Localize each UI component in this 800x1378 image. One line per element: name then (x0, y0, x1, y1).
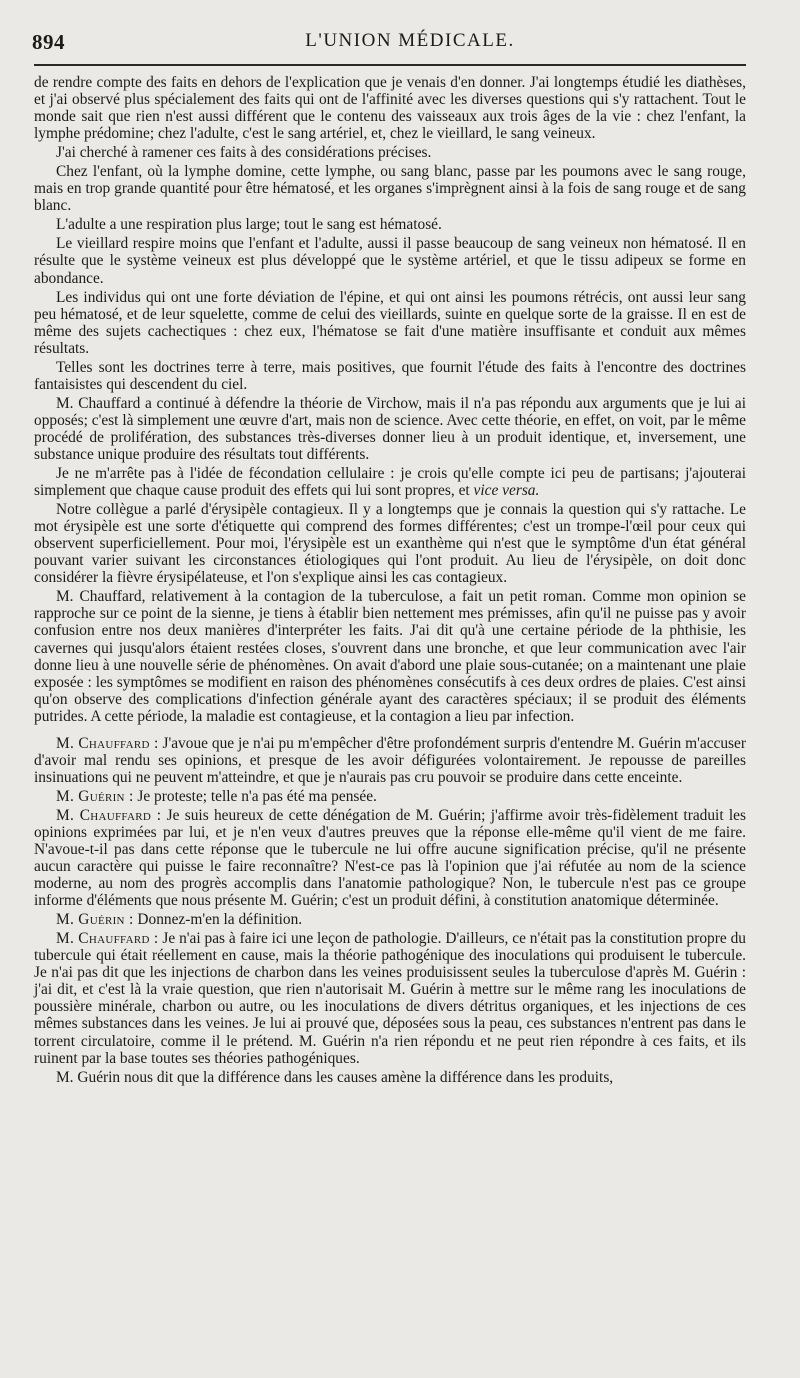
paragraph (34, 911, 746, 928)
paragraph-text: Les individus qui ont une forte déviation de l'épine, et qui ont ainsi les poumons rétrécis, ont aussi leur sang peu hématosé, et de leur squelette, comme de celui des vieillards, suinte en quelque sorte de la graisse. Il en est de même des sujets cachectiques : chez eux, l'hématose se fait d'une matière insuffisante et conduit aux mêmes résultats. (34, 288, 746, 357)
paragraph-text: Je suis heureux de cette dénégation de M. Guérin; j'affirme avoir très-fidèlement traduit les opinions exprimées par lui, et je n'en veux d'autres preuves que la réponse elle-même qu'il vient de me faire. N'avoue-t-il pas dans cette réponse que le tubercule ne lui offre aucune signification précise, qu'il ne présente aucun caractère qui puisse le faire reconnaître? N'est-ce pas là l'opinion que j'ai réfutée au nom de la science moderne, au nom des progrès accomplis dans l'anatomie pathologique? Non, le tubercule n'est pas ce groupe informe d'éléments que nous présente M. Guérin; c'est un produit défini, à constitution anatomique déterminée. (34, 806, 746, 910)
paragraph (34, 465, 746, 499)
paragraph-text: Notre collègue a parlé d'érysipèle contagieux. Il y a longtemps que je connais la question qui s'y rattache. Le mot érysipèle est une sorte d'étiquette qui comprend des formes différentes; c'est un trompe-l'œil pour ceux qui observent superficiellement. Pour moi, l'érysipèle est un exanthème qui n'est que le symptôme d'un état général pouvant varier suivant les circonstances étiologiques qui l'ont produit. Au lieu de l'érysipèle, on doit donc considérer la fièvre érysipélateuse, et l'on s'explique ainsi les cas contagieux. (34, 501, 746, 587)
paragraph-text: Chez l'enfant, où la lymphe domine, cette lymphe, ou sang blanc, passe par les poumons avec le sang rouge, mais en trop grande quantité pour être hématosé, et les organes s'imprègnent ainsi à la fois de sang rouge et de sang blanc. (34, 163, 746, 215)
paragraph-text: de rendre compte des faits en dehors de l'explication que je venais d'en donner. J'ai longtemps étudié les diathèses, et j'ai observé plus spécialement des faits qui ont de l'affinité avec les diverses questions qui s'y rattachent. Tout le monde sait que rien n'est aussi différent que le contenu des vaisseaux aux trois âges de la vie : chez l'enfant, la lymphe prédomine; chez l'adulte, c'est le sang artériel, et, chez le vieillard, le sang veineux. (34, 74, 746, 143)
body-text (34, 74, 746, 1088)
paragraph (34, 289, 746, 357)
running-title: L'UNION MÉDICALE. (305, 30, 515, 51)
speaker-name: M. Guérin : (56, 787, 134, 805)
paragraph (34, 235, 746, 286)
paragraph (34, 74, 746, 142)
paragraph-text: J'avoue que je n'ai pu m'empêcher d'être profondément surpris d'entendre M. Guérin m'accuser d'avoir mal rendu ses opinions, et presque de les avoir défigurées volontairement. Je repousse de pareilles insinuations qui ne peuvent m'atteindre, et que je n'aurais pas cru pouvoir se produire dans cette enceinte. (34, 734, 746, 786)
paragraph-text: J'ai cherché à ramener ces faits à des considérations précises. (56, 144, 432, 162)
paragraph-text: M. Chauffard, relativement à la contagion de la tuberculose, a fait un petit roman. Comme mon opinion se rapproche sur ce point de la sienne, je tiens à établir bien nettement mes prémisses, afin qu'il ne puisse pas y avoir confusion entre nos deux manières d'interpréter les faits. J'ai dit qu'à une certaine période de la phthisie, les cavernes qui jusqu'alors étaient restées closes, s'ouvrent dans une bronche, et que leur communication avec l'air donne lieu à une nouvelle série de phénomènes. On avait d'abord une plaie sous-cutanée; on a maintenant une plaie exposée : les symptômes se modifient en raison des phénomènes consécutifs à ces deux ordres de plaies. C'est ainsi qu'on observe des complications d'infection générale ayant des caractères spéciaux; il se produit des éléments putrides. A cette période, la maladie est contagieuse, et la contagion a lieu par infection. (34, 588, 746, 725)
paragraph (34, 930, 746, 1066)
paragraph (34, 359, 746, 393)
paragraph (34, 588, 746, 724)
paragraph-text: Je n'ai pas à faire ici une leçon de pathologie. D'ailleurs, ce n'était pas la constitution propre du tubercule qui était réellement en cause, mais la théorie pathogénique des inoculations qui produisent le tubercule. Je n'ai pas dit que les injections de charbon dans les veines produisissent seules la tuberculose d'après M. Guérin : j'ai dit, et c'est là la vraie question, que rien n'autorisait M. Guérin à mettre sur le même rang les inoculations de poussière minérale, charbon ou autre, ou les inoculations de divers détritus organiques, et les injections de ces mêmes substances dans les veines. Je lui ai prouvé que, déposées sous la peau, ces substances n'entrent pas dans le torrent circulatoire, comme il le prétend. M. Guérin n'a rien répondu et ne peut rien répondre à ces faits, et ils ruinent par la base toutes ses théories pathogéniques. (34, 930, 746, 1067)
paragraph (34, 501, 746, 586)
paragraph (34, 788, 746, 805)
paragraph (34, 144, 746, 161)
paragraph-text: Donnez-m'en la définition. (137, 911, 303, 929)
paragraph (34, 395, 746, 463)
speaker-name: M. Guérin : (56, 911, 134, 929)
paragraph-text: L'adulte a une respiration plus large; tout le sang est hématosé. (56, 216, 442, 234)
paragraph (34, 807, 746, 909)
paragraph (34, 163, 746, 214)
paragraph-text: M. Chauffard a continué à défendre la théorie de Virchow, mais il n'a pas répondu aux arguments que je lui ai opposés; c'est là simplement une œuvre d'art, mais non de science. Avec cette théorie, en effet, on voit, par le même procédé de prolifération, des substances très-diverses donner lieu à un produit identique, et, inversement, une substance unique produire des résultats tout différents. (34, 394, 746, 463)
paragraph-text: Le vieillard respire moins que l'enfant et l'adulte, aussi il passe beaucoup de sang veineux non hématosé. Il en résulte que le système veineux est plus développé que le système artériel, et que le tissu adipeux se forme en abondance. (34, 235, 746, 287)
page-header (32, 30, 748, 62)
paragraph-text: Je proteste; telle n'a pas été ma pensée. (137, 787, 377, 805)
header-rule (34, 64, 746, 66)
italic-phrase: vice versa. (473, 482, 540, 500)
page-number: 894 (32, 30, 65, 54)
speaker-name: M. Chauffard : (56, 806, 162, 824)
paragraph-text: Je ne m'arrête pas à l'idée de fécondation cellulaire : je crois qu'elle compte ici peu de partisans; j'ajouterai simplement que chaque cause produit des effets qui lui sont propres, et (34, 465, 746, 500)
speaker-name: M. Chauffard : (56, 930, 159, 948)
paragraph (34, 216, 746, 233)
paragraph-text: Telles sont les doctrines terre à terre, mais positives, que fournit l'étude des faits à l'encontre des doctrines fantaisistes qui descendent du ciel. (34, 358, 746, 393)
paragraph (34, 1069, 746, 1086)
paragraph (34, 735, 746, 786)
paragraph-text: M. Guérin nous dit que la différence dans les causes amène la différence dans les produits, (56, 1068, 614, 1086)
speaker-name: M. Chauffard : (56, 734, 159, 752)
